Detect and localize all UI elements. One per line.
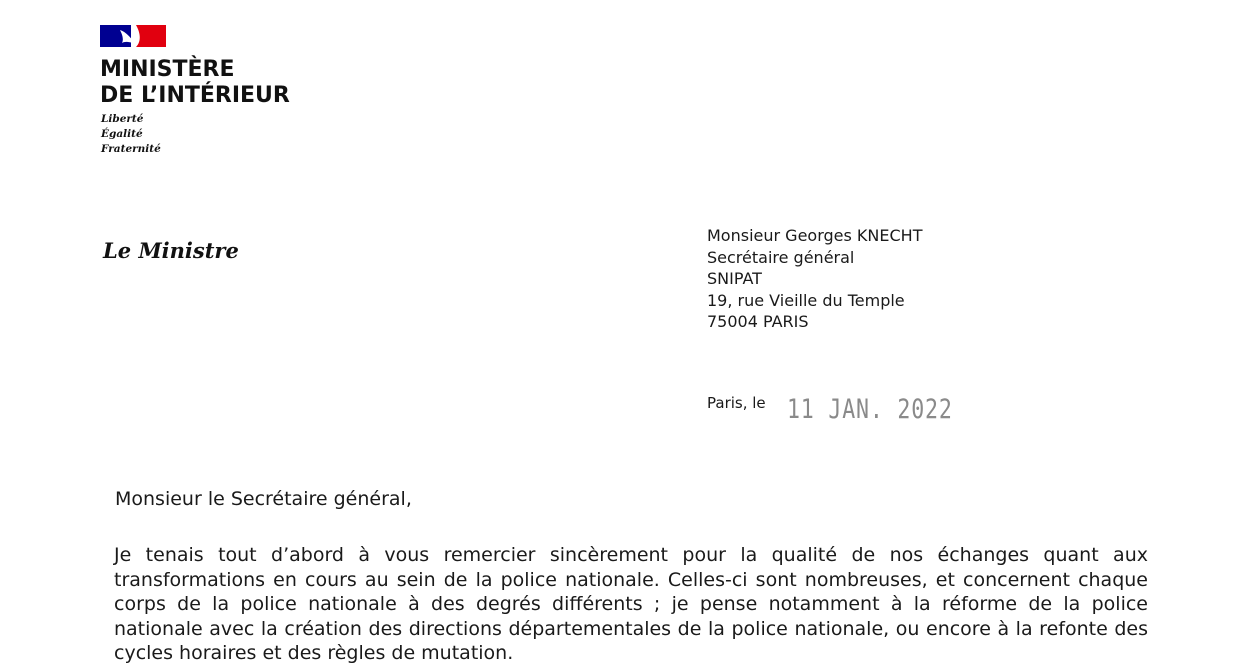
republic-motto xyxy=(101,112,161,157)
motto-egalite: Égalité xyxy=(101,128,143,140)
motto-liberte: Liberté xyxy=(101,113,144,125)
marianne-flag-icon xyxy=(100,24,166,48)
recipient-street: 19, rue Vieille du Temple xyxy=(707,290,905,310)
recipient-title: Secrétaire général xyxy=(707,247,855,267)
ministry-name xyxy=(100,57,320,109)
ministry-name-line2: DE L’INTÉRIEUR xyxy=(100,83,290,108)
date-label: Paris, le xyxy=(707,394,766,412)
date-line xyxy=(707,394,766,413)
recipient-address xyxy=(707,225,922,333)
motto-fraternite: Fraternité xyxy=(101,143,161,155)
recipient-organization: SNIPAT xyxy=(707,269,762,288)
body-paragraph: Je tenais tout d’abord à vous remercier sincèrement pour la qualité de nos échanges quant aux transformations en cours au sein de la police nationale. Celles-ci sont nombreuses, et concernent chaque corps de la police nationale à des degrés différents ; je pense notamment à la réforme de la police nationale avec la création des directions départementales de la police nationale, ou encore à la refonte des cycles horaires et des règles de mutation. xyxy=(114,544,1148,664)
ministry-name-line1: MINISTÈRE xyxy=(100,57,235,82)
signatory-title: Le Ministre xyxy=(103,238,239,263)
recipient-city: 75004 PARIS xyxy=(707,312,809,331)
salutation: Monsieur le Secrétaire général, xyxy=(115,488,412,510)
recipient-name: Monsieur Georges KNECHT xyxy=(707,226,923,245)
date-stamp: 11 JAN. 2022 xyxy=(787,394,953,425)
